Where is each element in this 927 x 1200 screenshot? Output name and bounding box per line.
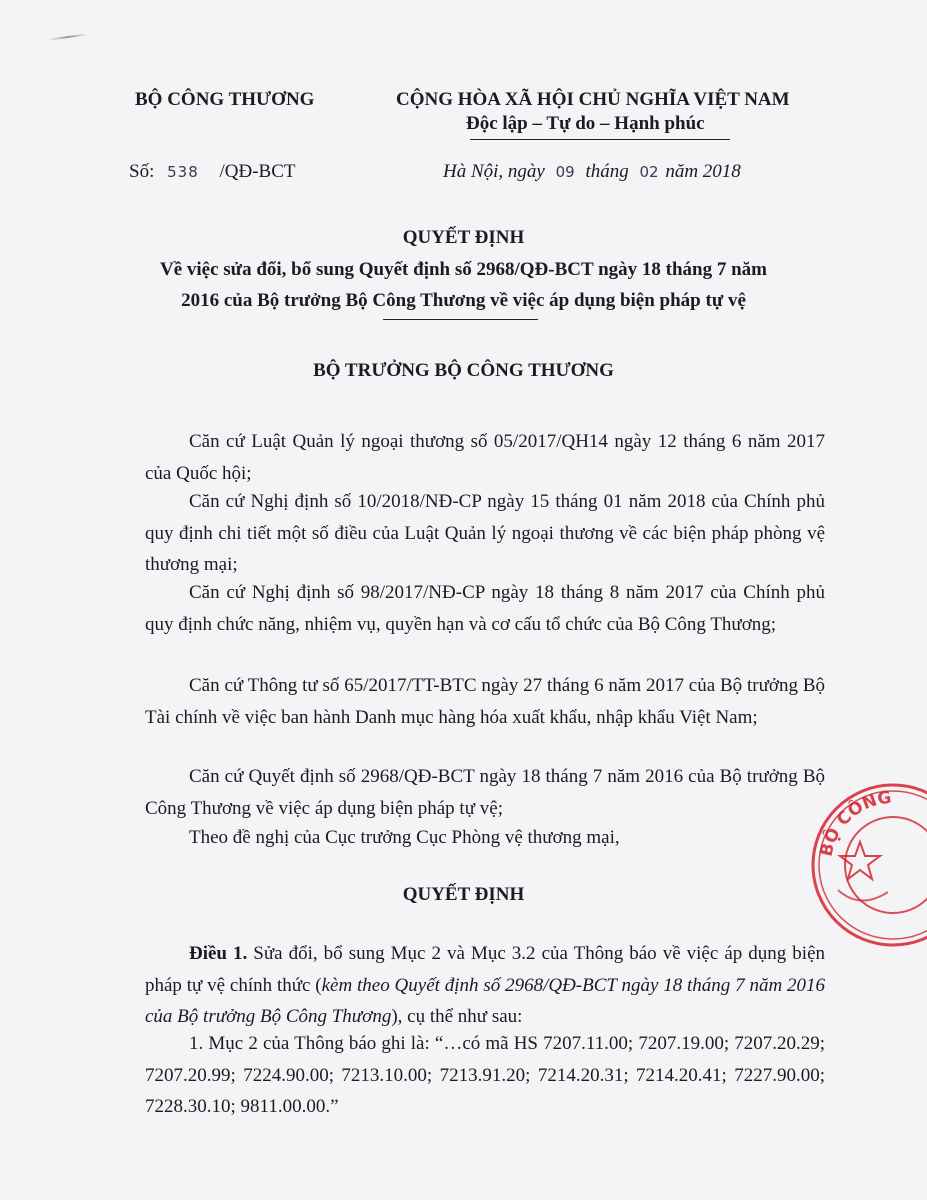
date-prefix: Hà Nội, ngày <box>443 161 545 182</box>
national-motto: Độc lập – Tự do – Hạnh phúc <box>466 113 705 134</box>
handwritten-number: 538 <box>167 163 199 181</box>
authority-heading: BỘ TRƯỞNG BỘ CÔNG THƯƠNG <box>313 360 614 381</box>
article-1-text-b: ), cụ thể như sau: <box>391 1006 523 1027</box>
preamble-paragraph-2: Căn cứ Nghị định số 10/2018/NĐ-CP ngày 15 tháng 01 năm 2018 của Chính phủ quy định chi tiết một số điều của Luật Quản lý ngoại thương về các biện pháp phòng vệ thương mại; <box>145 491 825 575</box>
number-prefix: Số: <box>129 161 155 182</box>
article-1-label: Điều 1. <box>189 943 248 964</box>
preamble-paragraph-1: Căn cứ Luật Quản lý ngoại thương số 05/2017/QH14 ngày 12 tháng 6 năm 2017 của Quốc hội; <box>145 431 825 484</box>
ministry-name: BỘ CÔNG THƯƠNG <box>135 89 315 110</box>
article-1-text-a: Sửa đổi, bổ sung Mục 2 và Mục 3.2 của Thông báo về việc áp dụng biện pháp tự vệ chính thức ( <box>145 943 826 996</box>
title-underline <box>383 319 538 320</box>
date-suffix: năm 2018 <box>665 161 741 182</box>
svg-text:BỘ CÔNG <box>817 788 893 859</box>
document-number <box>129 162 296 181</box>
preamble-paragraph-4: Căn cứ Thông tư số 65/2017/TT-BTC ngày 27 tháng 6 năm 2017 của Bộ trưởng Bộ Tài chính về việc ban hành Danh mục hàng hóa xuất khẩu, nhập khẩu Việt Nam; <box>145 675 825 728</box>
date-mid: tháng <box>585 161 629 182</box>
republic-name: CỘNG HÒA XÃ HỘI CHỦ NGHĨA VIỆT NAM <box>396 89 790 110</box>
article-1-text-italic: kèm theo Quyết định số 2968/QĐ-BCT ngày 18 tháng 7 năm 2016 của Bộ trưởng Bộ Công Thương <box>145 974 825 1027</box>
subject-line-2: 2016 của Bộ trưởng Bộ Công Thương về việc áp dụng biện pháp tự vệ <box>181 290 746 311</box>
article-1 <box>145 938 825 1033</box>
subject-line-1: Về việc sửa đổi, bổ sung Quyết định số 2968/QĐ-BCT ngày 18 tháng 7 năm <box>159 259 768 280</box>
scan-artifact <box>48 33 88 41</box>
preamble-paragraph-5: Căn cứ Quyết định số 2968/QĐ-BCT ngày 18 tháng 7 năm 2016 của Bộ trưởng Bộ Công Thương về việc áp dụng biện pháp tự vệ; <box>145 766 825 819</box>
decision-heading: QUYẾT ĐỊNH <box>402 884 525 905</box>
handwritten-day: 09 <box>555 163 575 181</box>
motto-underline <box>470 139 730 140</box>
preamble-paragraph-3: Căn cứ Nghị định số 98/2017/NĐ-CP ngày 18 tháng 8 năm 2017 của Chính phủ quy định chức năng, nhiệm vụ, quyền hạn và cơ cấu tổ chức của Bộ Công Thương; <box>145 582 825 635</box>
handwritten-month: 02 <box>639 163 659 181</box>
preamble-paragraph-6: Theo đề nghị của Cục trưởng Cục Phòng vệ thương mại, <box>189 827 620 848</box>
decision-title: QUYẾT ĐỊNH <box>402 227 525 248</box>
seal-text: BỘ CÔNG <box>816 787 893 859</box>
article-1-item-1: 1. Mục 2 của Thông báo ghi là: “…có mã HS 7207.11.00; 7207.19.00; 7207.20.29; 7207.20.99; 7224.90.00; 7213.10.00; 7213.91.20; 7214.20.31; 7214.20.41; 7227.90.00; 7228.30.10; 9811.00.00.” <box>145 1033 825 1117</box>
official-seal <box>808 780 927 950</box>
document-date <box>443 162 741 181</box>
number-suffix: /QĐ-BCT <box>219 161 296 182</box>
